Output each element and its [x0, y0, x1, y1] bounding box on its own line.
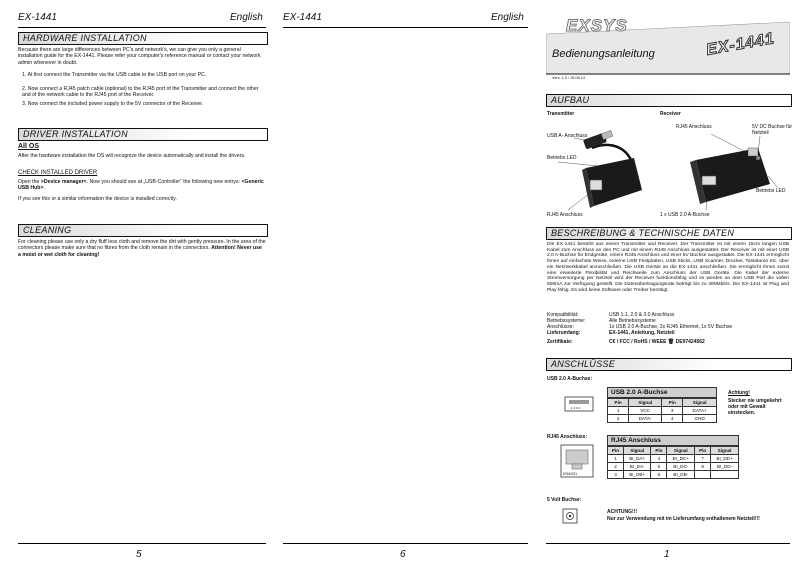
model-badge: EX-1441: [704, 30, 777, 59]
table-row: 2 DATA- 4 GND: [608, 415, 717, 423]
driver-section-title: DRIVER INSTALLATION: [18, 128, 268, 141]
page1-header-right: English: [230, 12, 263, 23]
usb-b-label: 1 x USB 2.0 A-Buchse: [660, 212, 710, 218]
rj45-pin-table: [607, 435, 739, 479]
page2-footer-rule: [283, 543, 528, 544]
spec-row: Betriebssysteme: Alle Betriebssysteme: [547, 318, 656, 324]
usb-socket-icon: [564, 396, 594, 412]
spec-row: Lieferumfang: EX-1441, Anleitung, Netzteil: [547, 330, 675, 336]
beschreibung-section-title: BESCHREIBUNG & TECHNISCHE DATEN: [546, 227, 792, 240]
hardware-step-3: 3. Now connect the included power supply to the 5V connector of the Receiver.: [22, 101, 204, 107]
cleaning-text: For cleaning please use only a dry fluff less cloth and remove the dirt with gently pressure. In the area of the connectors please make sure that no fibres from the cloth remain in the connectors. Attention! Never use a moist or wet cloth for cleaning!: [18, 239, 266, 258]
rj45-table-title: RJ45 Anschluss: [607, 435, 739, 446]
title-banner: [546, 14, 790, 84]
table-row: 3 BI_DB+ 6 BI_DB-: [608, 471, 739, 479]
usb-table-title: USB 2.0 A-Buchse: [607, 387, 717, 398]
spec-list: [547, 312, 732, 345]
hardware-section-title: HARDWARE INSTALLATION: [18, 32, 268, 45]
power-warning-text: Nur zur Verwendung mit im Lieferumfang enthaltenem Netzteil!!!: [607, 516, 760, 522]
driver-subtitle: All OS: [18, 143, 40, 150]
page3-footer-rule: [546, 543, 790, 544]
driver-note: If you see this or a similar information the device is installed correctly.: [18, 196, 177, 202]
driver-text: After the hardware installation the OS will recognize the device automatically and install the drivers.: [18, 153, 246, 159]
usb-pin-table: [607, 387, 717, 423]
receiver-label: Receiver: [660, 111, 681, 117]
check-driver-title: CHECK INSTALLED DRIVER: [18, 170, 98, 176]
page1-header-left: EX-1441: [18, 12, 57, 23]
power-warning-title: ACHTUNG!!!: [607, 509, 637, 515]
rj45-table-header: Signal: [623, 447, 651, 455]
check-driver-text: Open the >Device manager<. Now you should see at „USB-Controller“ the following new entrys: <Generic USB Hub>.: [18, 179, 264, 192]
usb-table-header: Pin: [608, 399, 629, 407]
dc-socket-icon: [562, 508, 578, 524]
hardware-intro: Because there are large differences between PC's and network's, we can give you only a general installation guide for the EX-1441. Please refer your computer's reference manual or contact your network admin whenever in doubt.: [18, 47, 261, 66]
dc-buchse-label: 5V DC Buchse für Netzteil: [752, 124, 793, 136]
rj45-right-label: RJ45 Anschluss: [676, 124, 712, 130]
betriebs-led-left-label: Betriebs LED: [547, 155, 577, 161]
spec-row: Zertifikate: C€ / FCC / RoHS / WEEE 🗑 DE97424562: [547, 339, 705, 345]
usb-table-header: Signal: [683, 399, 717, 407]
table-row: 1 VCC 3 DATA+: [608, 407, 717, 415]
page2-header-left: EX-1441: [283, 12, 322, 23]
transmitter-label: Transmitter: [547, 111, 575, 117]
usb-table-header: Signal: [629, 399, 662, 407]
power-connector-label: 5 Volt Buchse:: [547, 497, 582, 503]
manual-title: Bedienungsanleitung: [552, 48, 655, 60]
beschreibung-text: Die EX-1441 besteht aus einem Transmitter und Receiver. Der Transmitter ist mit einem 15cm langen USB Kabel zum Anschluss an den PC und mit einem RJ45 Anschluss ausgestattet. Der Receiver ist mit einer USB 2.0 A-Buchse für Endgeräte, einem RJ45 Anschluss und einer 5V Buchse ausgestattet. Die EX-1441 ermöglicht Ihnen auf einfachste Weise, externe USB Festplatten, USB Sticks, USB Scanner, Drucker, Tastaturen etc. über ein Netzwerkkabel anzuschließen. Die USB Geräte an die EX-1441 anschließen. Sie ermöglicht Ihnen somit eine erweiterte Flexibilität und Reichweite zum Anschluss der USB Geräte. Die Kabel der externe Stromversorgung per Netzteil wird der Receiver funktionsfähig und es werden an dem USB Port die vollen 500mA zur Verfügung gestellt. Die Datenübertragungsrate beträgt bis zu 480Mbit/s. Die EX-1441 ist Plug and Play fähig. Es wird keine Software oder Treiber benötigt.: [547, 242, 789, 293]
spec-row: Kompatibilität: USB 1.1, 2.0 & 3.0 Anschluss: [547, 312, 675, 318]
version-text: Vers. 1.0 / 15.08.14: [552, 76, 585, 80]
rj45-left-label: RJ45 Anschluss: [547, 212, 583, 218]
rj45-table-header: Pin: [695, 447, 711, 455]
usb-a-label: USB A- Anschluss: [547, 133, 588, 139]
page1-footer-rule: [18, 543, 266, 544]
anschluesse-section-title: ANSCHLÜSSE: [546, 358, 792, 371]
rj45-table-header: Pin: [651, 447, 667, 455]
spec-row: Anschlüsse: 1x USB 2.0 A-Buchse, 2x RJ45 Ethernet, 1x 5V Buchse: [547, 324, 733, 330]
rj45-connector-label: RJ45 Anschluss:: [547, 434, 588, 440]
page2-header-rule: [283, 27, 528, 28]
page2-header-right: English: [491, 12, 524, 23]
page1-header-rule: [18, 27, 266, 28]
rj45-table-header: Pin: [608, 447, 624, 455]
page2-number: 6: [400, 549, 406, 560]
usb-table-header: Pin: [662, 399, 683, 407]
table-row: 1 BI_DA+ 4 BI_DC+ 7 BI_DD+: [608, 455, 739, 463]
table-row: 2 BI_DA- 5 BI_DC- 8 BI_DD-: [608, 463, 739, 471]
rj45-pin-caption: 87654321: [563, 472, 578, 476]
rj45-table-header: Signal: [711, 447, 739, 455]
cleaning-section-title: CLEANING: [18, 224, 268, 237]
betriebs-led-right-label: Betriebs LED: [756, 188, 786, 194]
hardware-step-2: 2. Now connect a RJ45 patch cable (optional) to the RJ45 port of the Transmitter and connect the other and of the network cable to the RJ45 port of the Receiver.: [22, 86, 259, 99]
rj45-table-header: Signal: [667, 447, 695, 455]
page1-number: 5: [136, 549, 142, 560]
hardware-step-1: 1. At first connect the Transmitter via the USB cable to the USB port on your PC.: [22, 72, 207, 78]
svg-text:1 2 3 4: 1 2 3 4: [571, 406, 581, 410]
exsys-logo: EXSYS: [566, 16, 628, 35]
aufbau-section-title: AUFBAU: [546, 94, 792, 107]
page3-number: 1: [664, 549, 670, 560]
usb-connector-label: USB 2.0 A-Buchse:: [547, 376, 593, 382]
achtung-text: Stecker nie umgekehrt oder mit Gewalt einstecken.: [728, 398, 782, 416]
achtung-title: Achtung!: [728, 390, 750, 396]
